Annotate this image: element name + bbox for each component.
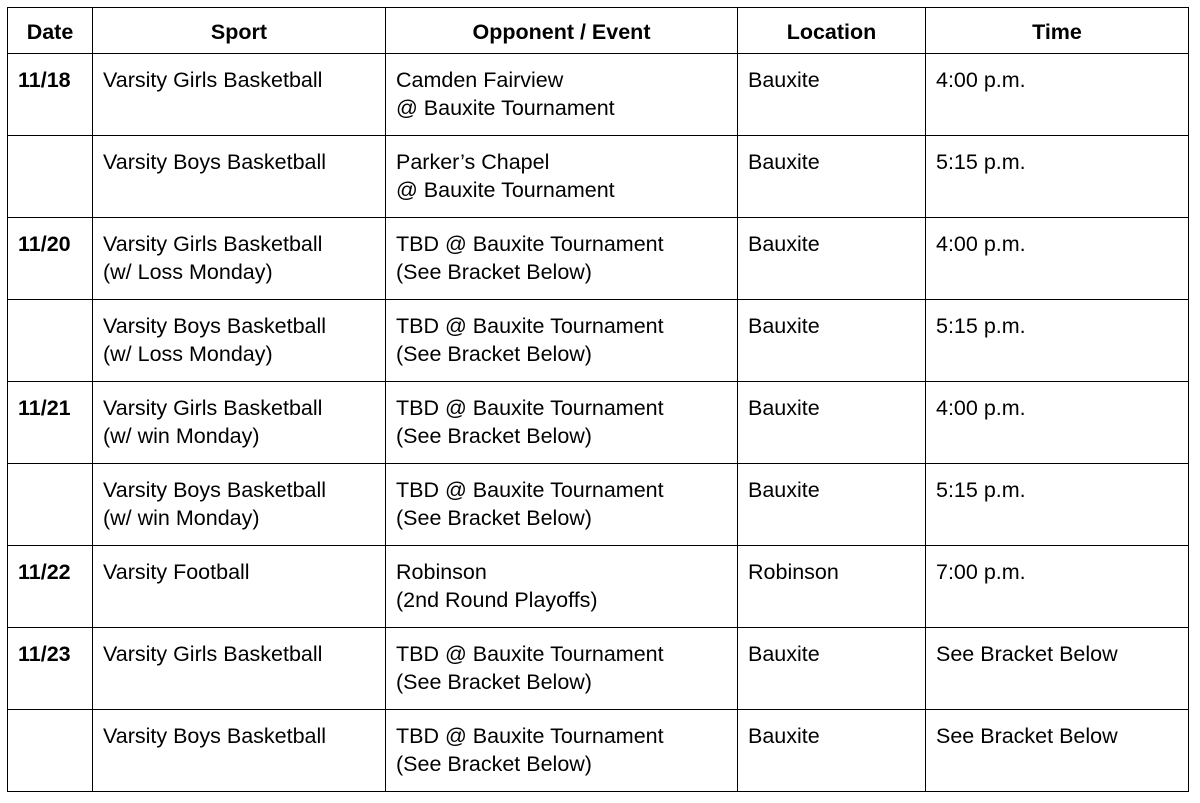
sport-cell xyxy=(93,382,386,464)
location-cell: Bauxite xyxy=(738,136,926,218)
date-cell xyxy=(8,710,93,792)
date-cell xyxy=(8,300,93,382)
date-cell: 11/22 xyxy=(8,546,93,628)
location-cell: Bauxite xyxy=(738,628,926,710)
sport-line: Varsity Girls Basketball xyxy=(103,642,323,666)
event-cell xyxy=(386,464,738,546)
sport-line: Varsity Boys Basketball xyxy=(103,314,327,338)
location-cell: Bauxite xyxy=(738,382,926,464)
event-cell xyxy=(386,628,738,710)
sport-line: Varsity Girls Basketball xyxy=(103,68,323,92)
date-cell xyxy=(8,464,93,546)
time-cell: 7:00 p.m. xyxy=(926,546,1189,628)
event-note: (2nd Round Playoffs) xyxy=(396,588,598,612)
table-row xyxy=(8,710,1189,792)
event-note: @ Bauxite Tournament xyxy=(396,178,615,202)
sport-cell xyxy=(93,218,386,300)
time-cell: 5:15 p.m. xyxy=(926,300,1189,382)
table-body xyxy=(8,54,1189,792)
sport-line: Varsity Football xyxy=(103,560,250,584)
event-note: (See Bracket Below) xyxy=(396,670,592,694)
sport-line: Varsity Boys Basketball xyxy=(103,150,327,174)
sport-cell xyxy=(93,54,386,136)
event-line: Robinson xyxy=(396,560,487,584)
sport-line: Varsity Boys Basketball xyxy=(103,724,327,748)
event-note: @ Bauxite Tournament xyxy=(396,96,615,120)
location-cell: Bauxite xyxy=(738,710,926,792)
header-date: Date xyxy=(8,8,93,54)
sport-line: Varsity Girls Basketball xyxy=(103,232,323,256)
date-cell xyxy=(8,136,93,218)
event-note: (See Bracket Below) xyxy=(396,424,592,448)
header-event: Opponent / Event xyxy=(386,8,738,54)
event-cell xyxy=(386,382,738,464)
event-line: TBD @ Bauxite Tournament xyxy=(396,314,664,338)
sport-cell xyxy=(93,300,386,382)
schedule-table xyxy=(7,7,1189,792)
event-cell xyxy=(386,710,738,792)
event-note: (See Bracket Below) xyxy=(396,506,592,530)
event-cell xyxy=(386,54,738,136)
table-row xyxy=(8,54,1189,136)
event-cell xyxy=(386,300,738,382)
location-cell: Bauxite xyxy=(738,218,926,300)
location-cell: Bauxite xyxy=(738,464,926,546)
header-time: Time xyxy=(926,8,1189,54)
location-cell: Bauxite xyxy=(738,300,926,382)
event-line: Camden Fairview xyxy=(396,68,564,92)
table-row xyxy=(8,218,1189,300)
table-row xyxy=(8,628,1189,710)
table-row xyxy=(8,464,1189,546)
event-cell xyxy=(386,136,738,218)
table-row xyxy=(8,382,1189,464)
sport-note: (w/ Loss Monday) xyxy=(103,260,273,284)
sport-cell xyxy=(93,464,386,546)
sport-note: (w/ win Monday) xyxy=(103,506,260,530)
sport-line: Varsity Boys Basketball xyxy=(103,478,327,502)
sport-note: (w/ Loss Monday) xyxy=(103,342,273,366)
event-line: TBD @ Bauxite Tournament xyxy=(396,724,664,748)
sport-cell xyxy=(93,546,386,628)
event-cell xyxy=(386,546,738,628)
event-line: TBD @ Bauxite Tournament xyxy=(396,478,664,502)
time-cell: 5:15 p.m. xyxy=(926,464,1189,546)
event-cell xyxy=(386,218,738,300)
location-cell: Robinson xyxy=(738,546,926,628)
event-note: (See Bracket Below) xyxy=(396,342,592,366)
table-row xyxy=(8,546,1189,628)
sport-note: (w/ win Monday) xyxy=(103,424,260,448)
sport-cell xyxy=(93,136,386,218)
event-line: TBD @ Bauxite Tournament xyxy=(396,232,664,256)
header-row xyxy=(8,8,1189,54)
table-row xyxy=(8,300,1189,382)
sport-line: Varsity Girls Basketball xyxy=(103,396,323,420)
time-cell: 4:00 p.m. xyxy=(926,54,1189,136)
date-cell: 11/21 xyxy=(8,382,93,464)
time-cell: See Bracket Below xyxy=(926,710,1189,792)
location-cell: Bauxite xyxy=(738,54,926,136)
table-header xyxy=(8,8,1189,54)
event-line: Parker’s Chapel xyxy=(396,150,550,174)
date-cell: 11/18 xyxy=(8,54,93,136)
table-row xyxy=(8,136,1189,218)
event-note: (See Bracket Below) xyxy=(396,752,592,776)
header-sport: Sport xyxy=(93,8,386,54)
time-cell: See Bracket Below xyxy=(926,628,1189,710)
event-line: TBD @ Bauxite Tournament xyxy=(396,396,664,420)
time-cell: 5:15 p.m. xyxy=(926,136,1189,218)
time-cell: 4:00 p.m. xyxy=(926,218,1189,300)
date-cell: 11/20 xyxy=(8,218,93,300)
header-location: Location xyxy=(738,8,926,54)
event-line: TBD @ Bauxite Tournament xyxy=(396,642,664,666)
sport-cell xyxy=(93,628,386,710)
time-cell: 4:00 p.m. xyxy=(926,382,1189,464)
sport-cell xyxy=(93,710,386,792)
date-cell: 11/23 xyxy=(8,628,93,710)
event-note: (See Bracket Below) xyxy=(396,260,592,284)
